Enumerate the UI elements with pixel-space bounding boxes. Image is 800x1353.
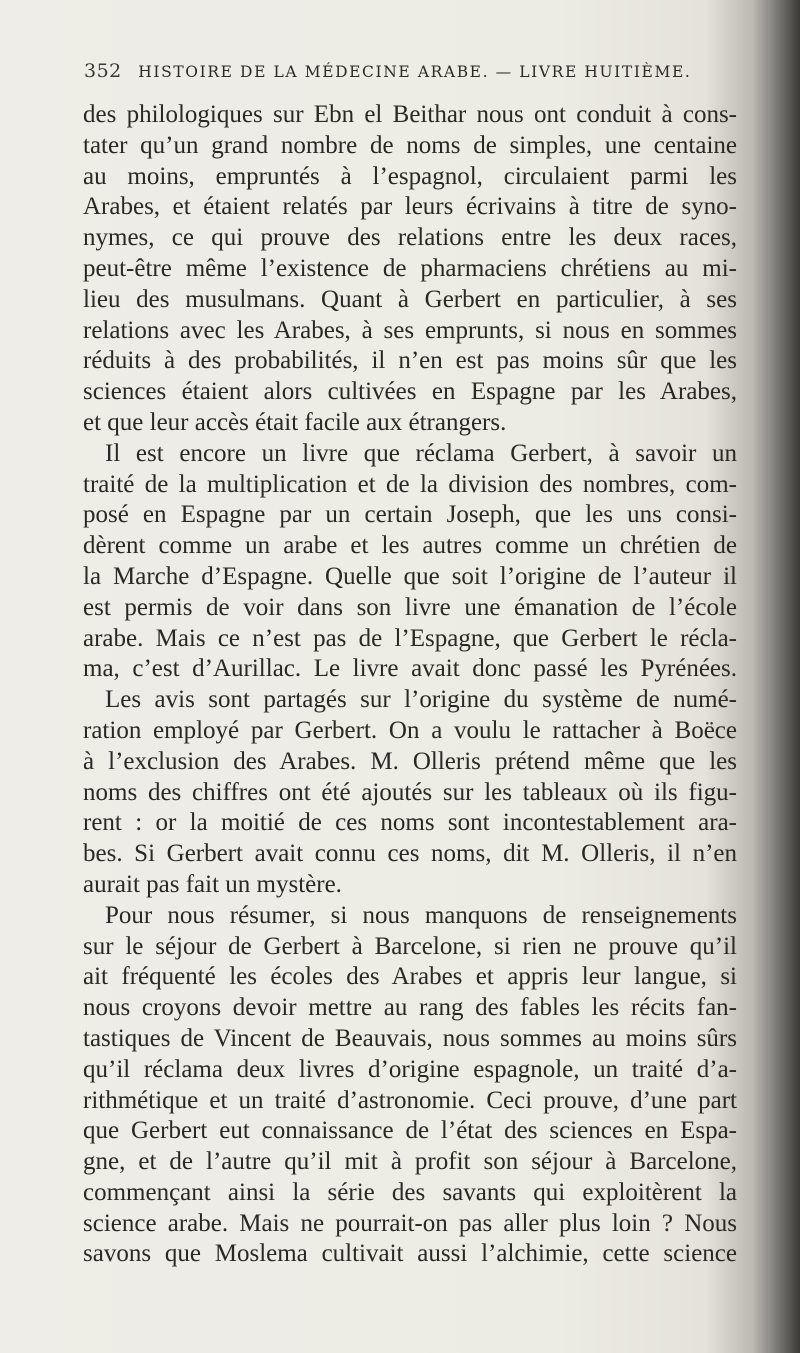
paragraph-start-line: Pour nous résumer, si nous manquons de renseignements [105,901,737,929]
text-line: est permis de voir dans son livre une émanation de l’école [83,593,737,621]
text-line: savons que Moslema cultivait aussi l’alchimie, cette science [83,1240,737,1268]
paragraph-start-line: Les avis sont partagés sur l’origine du système de numé- [105,686,737,714]
text-line: ration employé par Gerbert. On a voulu le rattacher à Boëce [83,716,737,744]
text-line: peut-être même l’existence de pharmaciens chrétiens au mi- [83,254,737,282]
text-line: Arabes, et étaient relatés par leurs écrivains à titre de syno- [83,193,737,221]
text-line: rent : or la moitié de ces noms sont incontestablement ara- [83,809,737,837]
text-line: posé en Espagne par un certain Joseph, que les uns consi- [83,501,737,529]
text-line: qu’il réclama deux livres d’origine espagnole, un traité d’a- [83,1055,737,1083]
text-line: noms des chiffres ont été ajoutés sur les tableaux où ils figu- [83,778,737,806]
text-line: gne, et de l’autre qu’il mit à profit son séjour à Barcelone, [83,1148,737,1176]
text-line: dèrent comme un arabe et les autres comme un chrétien de [83,532,737,560]
text-line: nymes, ce qui prouve des relations entre les deux races, [83,224,737,252]
text-line: arabe. Mais ce n’est pas de l’Espagne, que Gerbert le récla- [83,624,737,652]
page-number: 352 [84,60,122,82]
text-line: lieu des musulmans. Quant à Gerbert en particulier, à ses [83,285,737,313]
text-line: bes. Si Gerbert avait connu ces noms, dit M. Olleris, il n’en [83,840,737,868]
paragraph-end-line: ma, c’est d’Aurillac. Le livre avait donc passé les Pyrénées. [83,655,737,683]
text-line: au moins, empruntés à l’espagnol, circulaient parmi les [83,162,737,190]
running-title: HISTOIRE DE LA MÉDECINE ARABE. — LIVRE HUITIÈME. [138,63,692,81]
text-line: des philologiques sur Ebn el Beithar nous ont conduit à cons- [83,101,737,128]
text-line: à l’exclusion des Arabes. M. Olleris prétend même que les [83,747,737,775]
body-text [83,100,737,1270]
paragraph-end-line: aurait pas fait un mystère. [83,870,342,898]
text-line: relations avec les Arabes, à ses emprunts, si nous en sommes [83,316,737,344]
text-line: nous croyons devoir mettre au rang des fables les récits fan- [83,994,737,1022]
text-line: sur le séjour de Gerbert à Barcelone, si rien ne prouve qu’il [83,932,737,960]
text-line: ait fréquenté les écoles des Arabes et appris leur langue, si [83,963,737,991]
text-line: tastiques de Vincent de Beauvais, nous sommes au moins sûrs [83,1024,737,1052]
text-line: sciences étaient alors cultivées en Espagne par les Arabes, [83,378,737,406]
paragraph-end-line: et que leur accès était facile aux étrangers. [83,408,507,436]
text-line: que Gerbert eut connaissance de l’état des sciences en Espa- [83,1117,737,1145]
text-line: la Marche d’Espagne. Quelle que soit l’origine de l’auteur il [83,562,737,590]
text-line: science arabe. Mais ne pourrait-on pas aller plus loin ? Nous [83,1209,737,1237]
text-line: tater qu’un grand nombre de noms de simples, une centaine [83,131,737,159]
running-header [84,60,724,82]
text-line: rithmétique et un traité d’astronomie. Ceci prouve, d’une part [83,1086,737,1114]
paragraph-start-line: Il est encore un livre que réclama Gerbert, à savoir un [105,439,737,467]
text-line: réduits à des probabilités, il n’en est pas moins sûr que les [83,347,737,375]
text-line: traité de la multiplication et de la division des nombres, com- [83,470,737,498]
text-line: commençant ainsi la série des savants qui exploitèrent la [83,1178,737,1206]
